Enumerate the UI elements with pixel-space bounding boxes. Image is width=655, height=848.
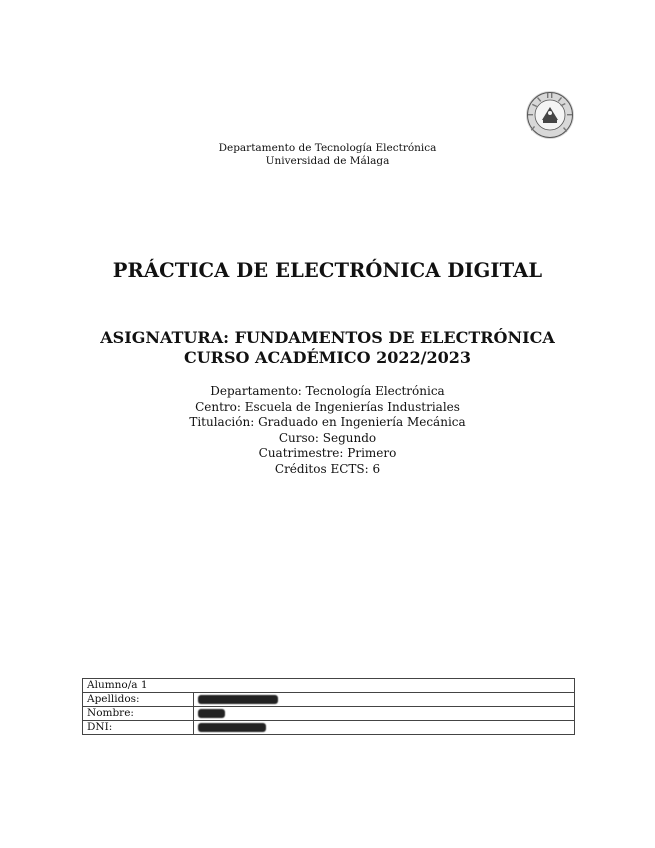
table-row — [83, 721, 575, 735]
subject-block — [0, 328, 655, 368]
student-heading: Alumno/a 1 — [83, 679, 575, 693]
info-center: Centro: Escuela de Ingenierías Industriales — [195, 399, 460, 414]
info-degree: Titulación: Graduado en Ingeniería Mecánica — [189, 415, 466, 429]
redacted-id — [198, 723, 266, 732]
info-year: Curso: Segundo — [278, 430, 377, 445]
info-credits: Créditos ECTS: 6 — [274, 461, 381, 476]
name-label: Nombre: — [83, 707, 194, 721]
table-row — [83, 693, 575, 707]
university-name: Universidad de Málaga — [265, 155, 390, 167]
academic-year: CURSO ACADÉMICO 2022/2023 — [183, 348, 472, 367]
table-row — [83, 679, 575, 693]
redacted-name — [198, 709, 225, 718]
course-name: ASIGNATURA: FUNDAMENTOS DE ELECTRÓNICA — [100, 328, 555, 347]
redacted-surname — [198, 695, 278, 704]
id-value — [194, 721, 575, 735]
surname-value — [194, 693, 575, 707]
id-label: DNI: — [83, 721, 194, 735]
course-info — [0, 384, 655, 477]
name-value — [194, 707, 575, 721]
document-title: PRÁCTICA DE ELECTRÓNICA DIGITAL — [112, 259, 543, 282]
university-seal-logo — [525, 90, 575, 140]
department-header — [0, 142, 655, 168]
info-department: Departamento: Tecnología Electrónica — [210, 384, 445, 398]
table-row — [83, 707, 575, 721]
department-name: Departamento de Tecnología Electrónica — [218, 142, 437, 154]
student-table — [82, 678, 575, 735]
info-semester: Cuatrimestre: Primero — [258, 446, 397, 460]
surname-label: Apellidos: — [83, 693, 194, 707]
